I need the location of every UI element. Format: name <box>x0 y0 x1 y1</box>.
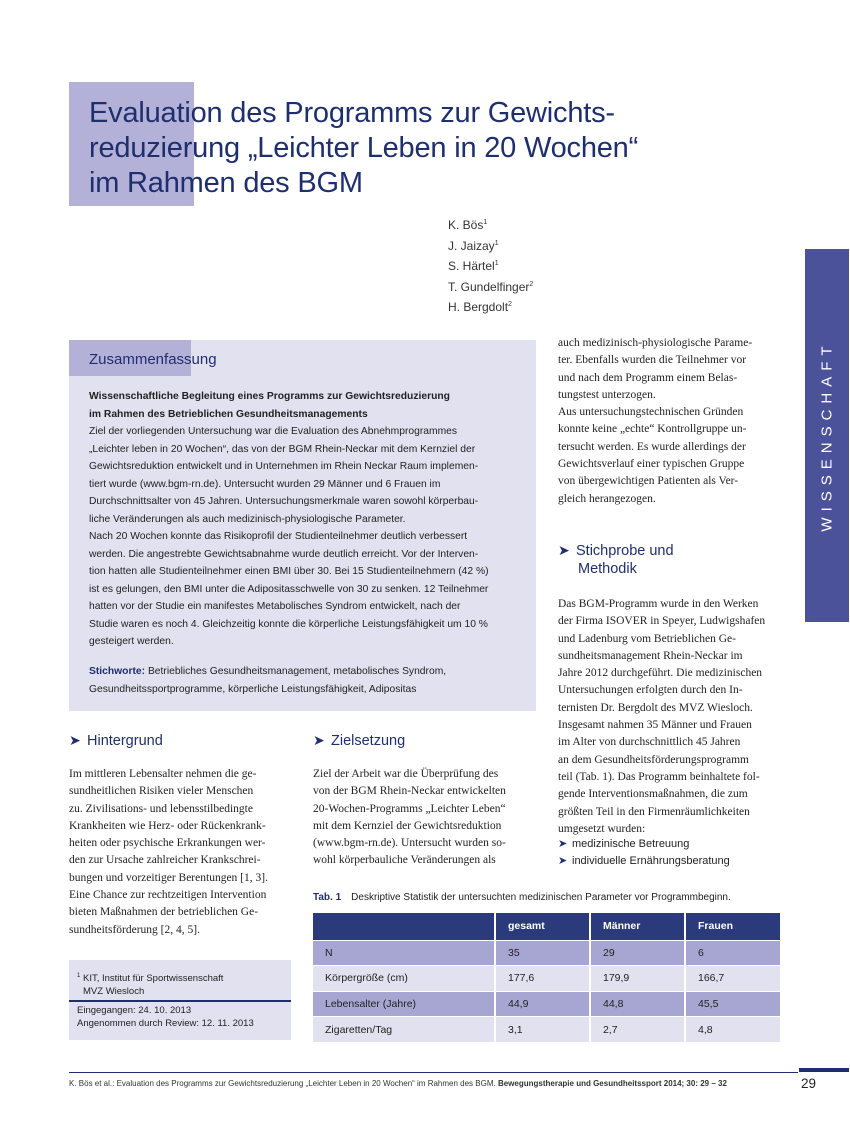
hintergrund-text <box>69 766 291 939</box>
text-line: ter. Ebenfalls wurden die Teilnehmer vor <box>558 354 747 367</box>
arrow-bullet-icon: ➤ <box>558 838 568 850</box>
table-cell: 45,5 <box>685 991 780 1017</box>
title-line: reduzierung „Leichter Leben in 20 Wochen“ <box>89 132 639 164</box>
stichprobe-text <box>558 596 781 838</box>
right-column-text <box>558 335 781 508</box>
text-line: bieten Maßnahmen der betrieblichen Ge- <box>69 906 259 919</box>
list-item: ➤ medizinische Betreuung <box>558 836 730 853</box>
table-cell: 177,6 <box>495 966 590 992</box>
arrow-icon: ➤ <box>558 542 570 558</box>
table-cell: 29 <box>590 940 685 966</box>
table-row <box>313 1017 780 1043</box>
table-cell: N <box>313 940 495 966</box>
text-line: von übergewichtigen Patienten als Ver- <box>558 475 739 488</box>
heading-text: Methodik <box>578 561 637 577</box>
abstract-line: gesteigert werden. <box>89 636 174 647</box>
text-line: ternisten Dr. Bergdolt des MVZ Wiesloch. <box>558 701 753 714</box>
table-cell: 6 <box>685 940 780 966</box>
affiliation: $^1$ KIT, Institut für Sportwissenschaft MVZ Wiesloch <box>77 973 224 997</box>
text-line: zu. Zivilisations- und lebensstilbedingte <box>69 802 253 815</box>
text-line: heiten oder psychische Erkrankungen wer- <box>69 837 266 850</box>
author: H. Bergdolt$^2$ <box>448 300 512 314</box>
author-list <box>448 214 533 317</box>
table-cell: Körpergröße (cm) <box>313 966 495 992</box>
text-line: Ziel der Arbeit war die Überprüfung des <box>313 768 499 780</box>
table-cell: Zigaretten/Tag <box>313 1017 495 1043</box>
text-line: Eine Chance zur rechtzeitigen Intervention <box>69 889 267 902</box>
text-line: an dem Gesundheitsförderungsprogramm <box>558 753 749 766</box>
text-line: mit dem Kernziel der Gewichtsreduktion <box>313 819 502 832</box>
article-title <box>89 96 749 201</box>
text-line: sundheitsmanagement Rhein-Neckar im <box>558 649 743 662</box>
abstract-line: werden. Die angestrebte Gewichtsabnahme wurde deutlich erreicht. Vor der Interven- <box>89 548 479 560</box>
text-line: Aus untersuchungstechnischen Gründen <box>558 406 744 419</box>
author: J. Jaizay$^1$ <box>448 238 499 253</box>
column-header: Männer <box>590 913 685 940</box>
author: S. Härtel$^1$ <box>448 259 499 273</box>
abstract-line: tiert wurde (www.bgm-rn.de). Untersucht wurden 29 Männer und 6 Frauen im <box>89 478 441 490</box>
heading-hintergrund <box>69 731 163 750</box>
page-number: 29 <box>801 1076 817 1091</box>
journal-name: Bewegungstherapie und Gesundheitssport 2014; 30: 29 – 32 <box>497 1079 727 1088</box>
table-row <box>313 966 780 992</box>
affiliation-divider <box>69 1000 291 1002</box>
abstract-line: Nach 20 Wochen konnte das Risikoprofil der Studienteilnehmer deutlich verbessert <box>89 531 468 542</box>
keywords <box>89 663 519 698</box>
table-cell: 166,7 <box>685 966 780 992</box>
footer-divider <box>69 1072 798 1073</box>
author: T. Gundelfinger$^2$ <box>448 279 534 294</box>
text-line: gleich herangezogen. <box>558 492 656 505</box>
text-line: tersucht werden. Es wurde allerdings der <box>558 440 746 453</box>
text-line: Jahre 2012 durchgeführt. Die medizinischen <box>558 667 763 680</box>
heading-text: Zielsetzung <box>331 733 406 749</box>
text-line: auch medizinisch-physiologische Parame- <box>558 337 753 349</box>
table-caption-text: Deskriptive Statistik der untersuchten medizinischen Parameter vor Programmbeginn. <box>351 892 731 903</box>
arrow-icon: ➤ <box>313 732 325 748</box>
table-caption <box>313 892 731 903</box>
table-label: Tab. 1 <box>313 892 342 903</box>
table-cell: 2,7 <box>590 1017 685 1043</box>
text-line: von der BGM Rhein-Neckar entwickelten <box>313 785 506 798</box>
abstract-line: „Leichter leben in 20 Wochen“, das von der BGM Rhein-Neckar mit dem Kernziel der <box>89 443 476 455</box>
arrow-icon: ➤ <box>69 732 81 748</box>
abstract-subtitle <box>89 388 519 423</box>
text-line: 20-Wochen-Programms „Leichter Leben“ <box>313 802 506 815</box>
abstract-body <box>89 423 519 651</box>
text-line: und Ladenburg vom Betrieblichen Ge- <box>558 632 736 645</box>
table-cell: 35 <box>495 940 590 966</box>
list-item: ➤ individuelle Ernährungsberatung <box>558 853 730 870</box>
keywords-text: Betriebliches Gesundheitsmanagement, metabolisches Syndrom, <box>145 666 447 677</box>
table-cell: 179,9 <box>590 966 685 992</box>
intervention-list <box>558 836 730 871</box>
statistics-table <box>313 913 780 1042</box>
heading-zielsetzung <box>313 731 405 750</box>
heading-text: Stichprobe und <box>576 543 674 559</box>
author: K. Bös$^1$ <box>448 218 488 232</box>
keywords-text: Gesundheitssportprogramme, körperliche Leistungsfähigkeit, Adipositas <box>89 683 417 695</box>
table-cell: 3,1 <box>495 1017 590 1043</box>
table-cell: 44,9 <box>495 991 590 1017</box>
title-line: Evaluation des Programms zur Gewichts- <box>89 97 615 129</box>
table-header-row <box>313 913 780 940</box>
abstract-line: liche Veränderungen als auch medizinisch-physiologische Parameter. <box>89 513 406 525</box>
text-line: umgesetzt wurden: <box>558 822 646 835</box>
section-tab <box>805 249 849 622</box>
text-line: gende Interventionsmaßnahmen, die zum <box>558 788 748 801</box>
column-header: Frauen <box>685 913 780 940</box>
table-row <box>313 991 780 1017</box>
text-line: Gewichtsverlauf einer typischen Gruppe <box>558 458 745 471</box>
title-line: im Rahmen des BGM <box>89 167 363 199</box>
heading-text: Hintergrund <box>87 733 163 749</box>
text-line: sundheitsförderung [2, 4, 5]. <box>69 923 200 936</box>
abstract-line: ist es gelungen, den BMI unter die Adipositasschwelle von 30 zu senken. 12 Teilnehmer <box>89 583 489 595</box>
text-line: tungstest unterzogen. <box>558 388 656 401</box>
arrow-bullet-icon: ➤ <box>558 855 568 868</box>
column-header <box>313 913 495 940</box>
table-row <box>313 940 780 966</box>
abstract-line: Ziel der vorliegenden Untersuchung war die Evaluation des Abnehmprogrammes <box>89 426 458 437</box>
text-line: sundheitlichen Risiken vieler Menschen <box>69 785 254 798</box>
text-line: im Alter von durchschnittlich 45 Jahren <box>558 736 741 749</box>
keywords-label: Stichworte: <box>89 666 146 677</box>
abstract-line: Gewichtsreduktion entwickelt und in Unternehmen im Rhein Neckar Raum implemen- <box>89 461 479 472</box>
heading-stichprobe <box>558 541 758 578</box>
abstract-line: hatten vor der Studie ein manifestes Metabolisches Syndrom entwickelt, nach der <box>89 601 461 612</box>
column-header: gesamt <box>495 913 590 940</box>
text-line: wohl körperbauliche Veränderungen als <box>313 854 496 867</box>
abstract-line: tion hatten alle Studienteilnehmer einen BMI über 30. Bei 15 Studienteilnehmern (42 %) <box>89 566 489 577</box>
submission-dates <box>77 1005 254 1030</box>
table-cell: Lebensalter (Jahre) <box>313 991 495 1017</box>
abstract-subtitle-line: im Rahmen des Betrieblichen Gesundheitsmanagements <box>89 408 368 420</box>
received-date: Eingegangen: 24. 10. 2013 <box>77 1005 192 1016</box>
abstract-line: Studie waren es noch 4. Gleichzeitig konnte die körperliche Leistungsfähigkeit um 10 % <box>89 618 488 630</box>
text-line: teil (Tab. 1). Das Programm beinhaltete fol- <box>558 770 760 783</box>
text-line: bungen und vorzeitiger Berentungen [1, 3]. <box>69 871 268 884</box>
text-line: größten Teil in den Firmenräumlichkeiten <box>558 805 750 818</box>
text-line: Krankheiten wie Herz- oder Rückenkrank- <box>69 819 266 832</box>
footer-divider-accent <box>799 1068 849 1072</box>
text-line: Im mittleren Lebensalter nehmen die ge- <box>69 768 257 780</box>
text-line: Untersuchungen erfolgten durch den In- <box>558 684 743 697</box>
text-line: der Firma ISOVER in Speyer, Ludwigshafen <box>558 615 766 628</box>
abstract-subtitle-line: Wissenschaftliche Begleitung eines Programms zur Gewichtsreduzierung <box>89 391 450 402</box>
text-line: Das BGM-Programm wurde in den Werken <box>558 598 759 610</box>
table-cell: 44,8 <box>590 991 685 1017</box>
abstract-title: Zusammenfassung <box>89 351 217 368</box>
text-line: Insgesamt nahmen 35 Männer und Frauen <box>558 719 752 732</box>
text-line: konnte keine „echte“ Kontrollgruppe un- <box>558 423 747 436</box>
footer-citation: K. Bös et al.: Evaluation des Programms zur Gewichtsreduzierung „Leichter Leben in 20 Wochen“ im Rahmen des BGM. Bewegungstherapie und Gesundheitssport 2014; 30: 29 – 32 <box>69 1079 727 1088</box>
table-cell: 4,8 <box>685 1017 780 1043</box>
abstract-line: Durchschnittsalter von 45 Jahren. Untersuchungsmerkmale waren sowohl körperbau- <box>89 496 479 507</box>
section-tab-label: WISSENSCHAFT <box>818 339 836 532</box>
text-line: den zur Ursache zahlreicher Krankschrei- <box>69 854 261 867</box>
zielsetzung-text <box>313 766 536 870</box>
accepted-date: Angenommen durch Review: 12. 11. 2013 <box>77 1017 254 1029</box>
text-line: (www.bgm-rn.de). Untersucht wurden so- <box>313 837 506 850</box>
text-line: und nach dem Programm einem Belas- <box>558 371 738 384</box>
